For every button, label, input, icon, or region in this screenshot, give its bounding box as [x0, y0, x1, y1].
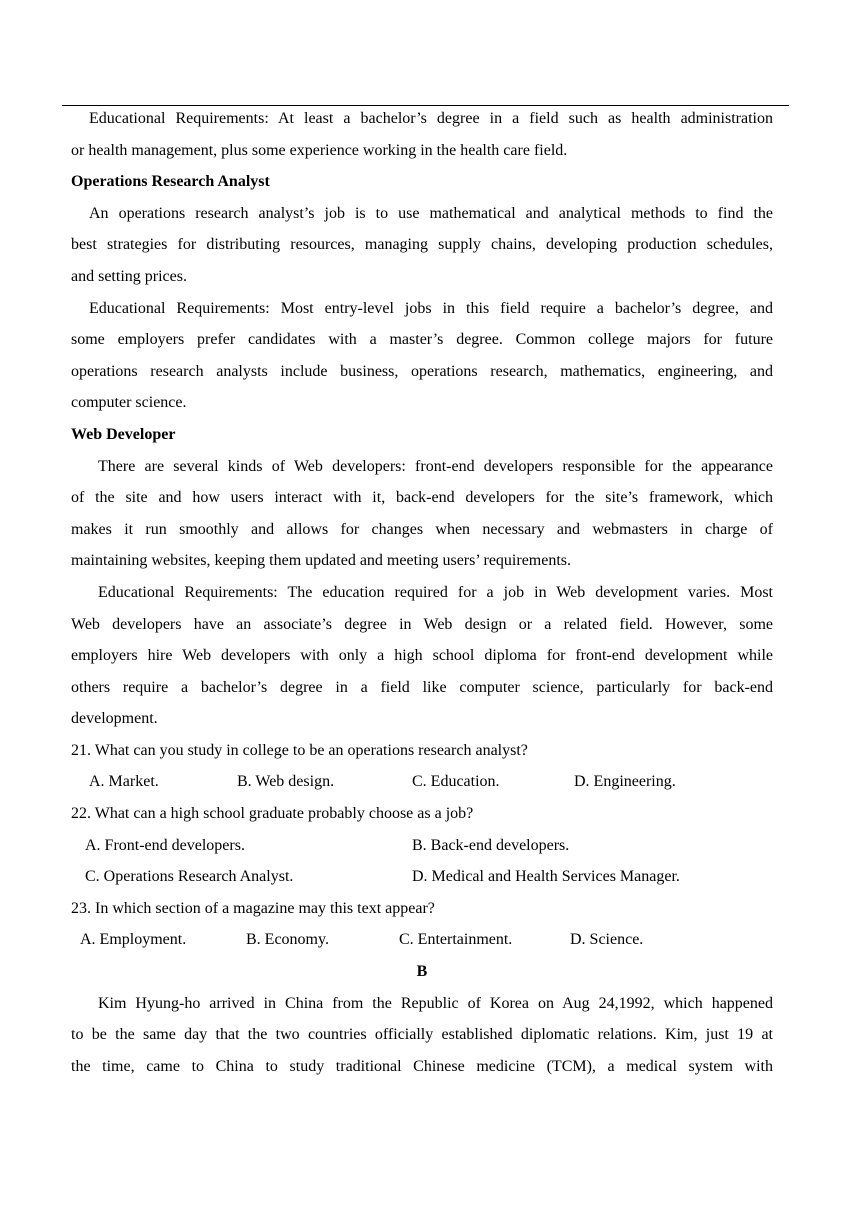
option-a: A. Employment.: [80, 931, 187, 949]
option-c: C. Education.: [412, 773, 500, 791]
passage-b-line: to be the same day that the two countries officially established diplomatic relations. Kim, just 19 at: [71, 1026, 773, 1044]
question-stem: 22. What can a high school graduate probably choose as a job?: [71, 805, 474, 823]
passage-b-line: Kim Hyung-ho arrived in China from the Republic of Korea on Aug 24,1992, which happened: [98, 994, 773, 1012]
option-c: C. Entertainment.: [399, 931, 513, 949]
ora-edu-line: some employers prefer candidates with a master’s degree. Common college majors for future: [71, 331, 773, 349]
document-body: [71, 103, 773, 1082]
web-edu-line: Educational Requirements: The education required for a job in Web development varies. Most: [98, 583, 773, 601]
web-edu-line: Web developers have an associate’s degree in Web design or a related field. However, some: [71, 615, 773, 633]
question-options: [71, 924, 773, 956]
question-options: [71, 766, 773, 798]
web-edu-line: employers hire Web developers with only a high school diploma for front-end development while: [71, 647, 773, 665]
ora-edu-line: computer science.: [71, 394, 187, 412]
question-options: [71, 830, 773, 862]
passage-b-line: the time, came to China to study traditional Chinese medicine (TCM), a medical system with: [71, 1057, 773, 1075]
option-b: B. Economy.: [246, 931, 329, 949]
question-stem: 23. In which section of a magazine may this text appear?: [71, 899, 435, 917]
section-heading-ora: Operations Research Analyst: [71, 173, 270, 191]
question-options: [71, 861, 773, 893]
web-edu-line: development.: [71, 710, 158, 728]
web-desc-line: There are several kinds of Web developers: front-end developers responsible for the appearance: [98, 457, 773, 475]
ora-edu-line: Educational Requirements: Most entry-level jobs in this field require a bachelor’s degree, and: [89, 299, 773, 317]
option-d: D. Medical and Health Services Manager.: [412, 868, 680, 886]
option-a: A. Front-end developers.: [85, 836, 245, 854]
section-heading-web: Web Developer: [71, 425, 176, 443]
option-b: B. Back-end developers.: [412, 836, 570, 854]
web-desc-line: makes it run smoothly and allows for changes when necessary and webmasters in charge of: [71, 520, 773, 538]
option-b: B. Web design.: [237, 773, 335, 791]
ora-desc-line: An operations research analyst’s job is to use mathematical and analytical methods to find the: [89, 204, 773, 222]
option-d: D. Science.: [570, 931, 644, 949]
option-c: C. Operations Research Analyst.: [85, 868, 294, 886]
option-a: A. Market.: [89, 773, 159, 791]
web-desc-line: maintaining websites, keeping them updated and meeting users’ requirements.: [71, 552, 572, 570]
manager-edu-line: Educational Requirements: At least a bachelor’s degree in a field such as health administration: [89, 110, 773, 127]
web-desc-line: of the site and how users interact with it, back-end developers for the site’s framework, which: [71, 489, 773, 507]
option-d: D. Engineering.: [574, 773, 676, 791]
passage-b-heading: B: [416, 963, 428, 981]
ora-edu-line: operations research analysts include business, operations research, mathematics, engineering, and: [71, 362, 773, 380]
web-edu-line: others require a bachelor’s degree in a field like computer science, particularly for back-end: [71, 678, 773, 696]
ora-desc-line: and setting prices.: [71, 267, 187, 285]
question-stem: 21. What can you study in college to be an operations research analyst?: [71, 741, 528, 759]
manager-edu-line: or health management, plus some experience working in the health care field.: [71, 141, 568, 159]
ora-desc-line: best strategies for distributing resources, managing supply chains, developing production schedules,: [71, 236, 773, 254]
